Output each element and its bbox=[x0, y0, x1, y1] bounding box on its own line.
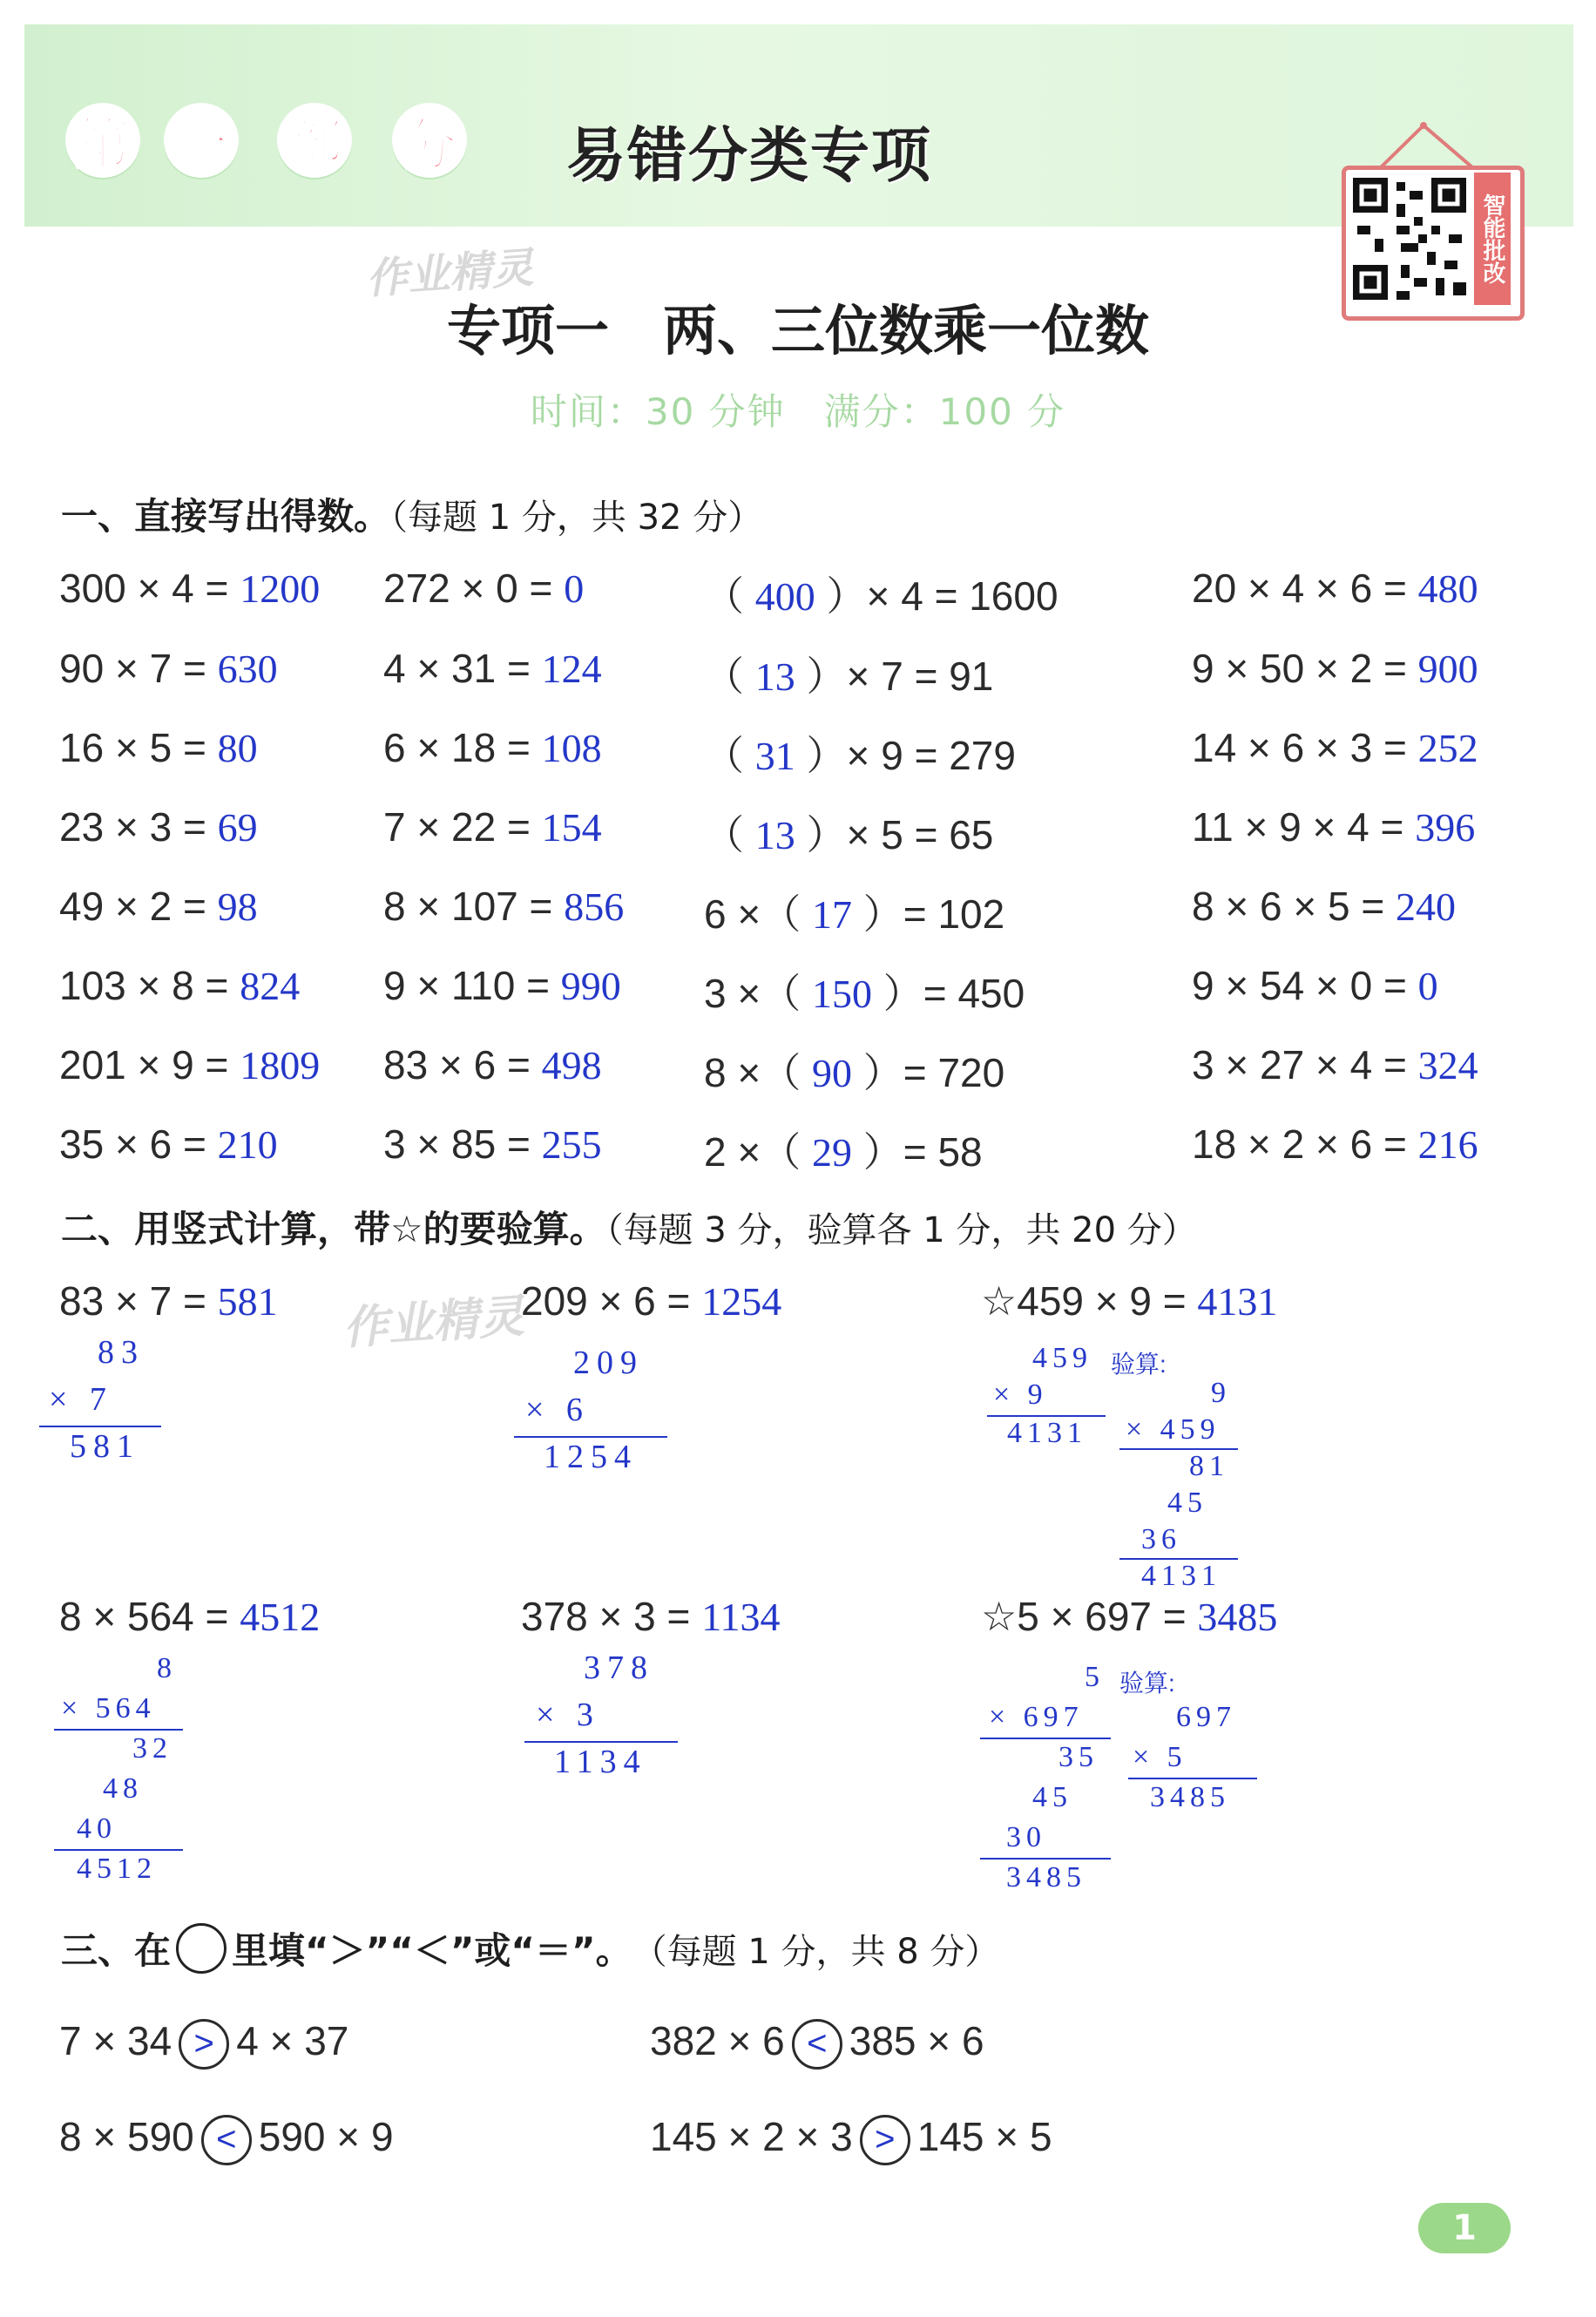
answer: 216 bbox=[1417, 1122, 1478, 1167]
compare-item: 8 × 590 < 590 × 9 bbox=[59, 2113, 394, 2165]
s1-item: 20 × 4 × 6 = 480 bbox=[1192, 566, 1478, 611]
s1-item: 16 × 5 = 80 bbox=[59, 725, 258, 770]
answer: 69 bbox=[217, 805, 258, 850]
vert-line: × 7 bbox=[49, 1381, 113, 1418]
s2-problem: 378 × 3 = 1134 bbox=[521, 1594, 781, 1639]
answer: 900 bbox=[1417, 647, 1478, 691]
answer: 108 bbox=[541, 726, 602, 770]
answer: 1134 bbox=[701, 1595, 781, 1639]
vert-line: 3485 bbox=[1006, 1861, 1086, 1894]
check-line: 81 bbox=[1189, 1450, 1229, 1482]
answer: 4512 bbox=[240, 1595, 321, 1639]
s1-item: 272 × 0 = 0 bbox=[383, 566, 585, 611]
vert-rule bbox=[54, 1729, 183, 1731]
compare-item: 145 × 2 × 3 > 145 × 5 bbox=[650, 2113, 1052, 2165]
circle-placeholder-icon bbox=[176, 1923, 227, 1974]
s1-item: 2 ×（ 29 ）= 58 bbox=[704, 1129, 983, 1175]
answer: 498 bbox=[541, 1043, 602, 1087]
page-title: 专项一 两、三位数乘一位数 bbox=[446, 299, 1149, 362]
s2-problem: 8 × 564 = 4512 bbox=[59, 1594, 321, 1639]
check-label: 验算: bbox=[1111, 1351, 1167, 1378]
section1-heading bbox=[61, 488, 762, 540]
s1-item: 8 ×（ 90 ）= 720 bbox=[704, 1050, 1005, 1095]
s1-item: 201 × 9 = 1809 bbox=[59, 1042, 321, 1087]
vert-line: × 697 bbox=[989, 1701, 1084, 1733]
answer: 400 bbox=[754, 574, 815, 619]
hanger-icon bbox=[1376, 122, 1481, 170]
part-char-2: 一 bbox=[164, 103, 239, 178]
compare-item: 382 × 6 < 385 × 6 bbox=[650, 2017, 984, 2070]
answer: 990 bbox=[560, 964, 621, 1008]
section1-note: （每题 1 分，共 32 分） bbox=[390, 498, 763, 538]
series-title: 易错分类专项 bbox=[566, 122, 933, 191]
vert-line: × 6 bbox=[525, 1392, 590, 1428]
answer: 98 bbox=[217, 884, 258, 929]
section2-note: （每题 3 分，验算各 1 分，共 20 分） bbox=[605, 1210, 1197, 1250]
section3-heading bbox=[61, 1922, 999, 1975]
answer: 1809 bbox=[240, 1043, 321, 1087]
check-line: 36 bbox=[1141, 1523, 1181, 1555]
vert-rule bbox=[54, 1849, 183, 1851]
answer: 17 bbox=[812, 892, 853, 937]
vert-line: 83 bbox=[98, 1334, 145, 1371]
vert-line: 8 bbox=[157, 1652, 177, 1684]
compare-circle[interactable]: > bbox=[179, 2019, 229, 2070]
s1-item: （ 400 ）× 4 = 1600 bbox=[704, 573, 1058, 619]
compare-circle[interactable]: < bbox=[201, 2115, 252, 2165]
s1-item: 9 × 110 = 990 bbox=[383, 963, 621, 1008]
s1-item: 83 × 6 = 498 bbox=[383, 1042, 602, 1087]
vert-line: 4131 bbox=[1007, 1417, 1087, 1449]
vert-line: 1134 bbox=[554, 1744, 647, 1780]
answer: 396 bbox=[1415, 805, 1476, 850]
vert-line: 32 bbox=[132, 1732, 172, 1765]
section3-note: （每题 1 分，共 8 分） bbox=[632, 1931, 1000, 1972]
vert-line: 45 bbox=[1032, 1781, 1072, 1813]
check-line: 4131 bbox=[1141, 1560, 1221, 1592]
vert-rule bbox=[980, 1738, 1111, 1739]
section1-title: 一、直接写出得数。 bbox=[61, 495, 391, 538]
answer: 150 bbox=[812, 972, 873, 1016]
answer: 13 bbox=[754, 654, 795, 699]
watermark: 作业精灵 bbox=[341, 1290, 526, 1356]
check-label: 验算: bbox=[1119, 1670, 1175, 1697]
s1-item: 300 × 4 = 1200 bbox=[59, 566, 321, 611]
vert-line: 378 bbox=[584, 1650, 654, 1686]
answer: 252 bbox=[1417, 726, 1478, 770]
s1-item: （ 31 ）× 9 = 279 bbox=[704, 733, 1016, 778]
section3-title-b: 里填“＞”“＜”或“＝”。 bbox=[232, 1929, 632, 1972]
section3-title-a: 三、在 bbox=[61, 1929, 172, 1972]
answer: 13 bbox=[754, 813, 795, 857]
answer: 1254 bbox=[701, 1279, 782, 1324]
s1-item: 9 × 50 × 2 = 900 bbox=[1192, 646, 1478, 691]
answer: 856 bbox=[564, 884, 625, 929]
answer: 90 bbox=[812, 1051, 853, 1095]
compare-circle[interactable]: < bbox=[792, 2019, 842, 2070]
s1-item: 103 × 8 = 824 bbox=[59, 963, 301, 1008]
vert-line: 40 bbox=[77, 1812, 117, 1845]
s1-item: 9 × 54 × 0 = 0 bbox=[1192, 963, 1438, 1008]
compare-circle[interactable]: > bbox=[860, 2115, 910, 2165]
check-line: 45 bbox=[1167, 1487, 1207, 1519]
s1-item: 8 × 107 = 856 bbox=[383, 884, 625, 929]
check-line: 9 bbox=[1211, 1377, 1231, 1409]
vert-line: 1254 bbox=[544, 1439, 638, 1475]
part-char-3: 部 bbox=[277, 103, 352, 178]
s1-item: 3 × 27 × 4 = 324 bbox=[1192, 1042, 1478, 1087]
s1-item: 23 × 3 = 69 bbox=[59, 804, 258, 850]
answer: 80 bbox=[217, 726, 258, 770]
watermark: 作业精灵 bbox=[364, 243, 536, 304]
answer: 824 bbox=[240, 964, 301, 1008]
vert-line: 459 bbox=[1032, 1342, 1092, 1374]
check-line: × 459 bbox=[1126, 1413, 1221, 1446]
vert-rule bbox=[980, 1858, 1111, 1860]
answer: 4131 bbox=[1197, 1279, 1278, 1324]
vert-line: × 9 bbox=[993, 1379, 1048, 1411]
s1-item: 7 × 22 = 154 bbox=[383, 804, 602, 850]
compare-item: 7 × 34 > 4 × 37 bbox=[59, 2017, 348, 2070]
time-info: 时间：30 分钟 满分：100 分 bbox=[530, 390, 1066, 433]
s1-item: （ 13 ）× 7 = 91 bbox=[704, 654, 994, 699]
answer: 630 bbox=[217, 647, 278, 691]
answer: 210 bbox=[217, 1122, 278, 1167]
answer: 154 bbox=[541, 805, 602, 850]
qr-tag[interactable]: 智能批改 bbox=[1474, 173, 1511, 305]
answer: 0 bbox=[1417, 964, 1438, 1008]
section2-heading bbox=[61, 1201, 1197, 1253]
vert-line: 30 bbox=[1006, 1821, 1046, 1853]
section2-title: 二、用竖式计算，带☆的要验算。 bbox=[61, 1208, 606, 1250]
vert-rule bbox=[1128, 1778, 1257, 1779]
s1-item: 3 ×（ 150 ）= 450 bbox=[704, 971, 1025, 1016]
answer: 31 bbox=[754, 734, 795, 778]
answer: 3485 bbox=[1197, 1595, 1278, 1639]
s1-item: 14 × 6 × 3 = 252 bbox=[1192, 725, 1478, 770]
s1-item: 18 × 2 × 6 = 216 bbox=[1192, 1121, 1478, 1167]
s1-item: （ 13 ）× 5 = 65 bbox=[704, 812, 994, 857]
vert-line: × 564 bbox=[61, 1692, 156, 1724]
s1-item: 49 × 2 = 98 bbox=[59, 884, 258, 929]
answer: 255 bbox=[541, 1122, 602, 1167]
s1-item: 3 × 85 = 255 bbox=[383, 1121, 602, 1167]
s2-problem: ☆5 × 697 = 3485 bbox=[981, 1594, 1278, 1639]
vert-line: 4512 bbox=[77, 1853, 157, 1885]
answer: 480 bbox=[1417, 566, 1478, 611]
answer: 240 bbox=[1396, 884, 1457, 929]
part-char-1: 第 bbox=[65, 103, 140, 178]
s1-item: 11 × 9 × 4 = 396 bbox=[1192, 804, 1476, 850]
page-number: 1 bbox=[1418, 2203, 1511, 2253]
answer: 1200 bbox=[240, 566, 321, 611]
vert-line: 581 bbox=[70, 1428, 140, 1465]
check-line: 697 bbox=[1176, 1701, 1236, 1733]
answer: 29 bbox=[812, 1130, 853, 1175]
s2-problem: ☆459 × 9 = 4131 bbox=[981, 1278, 1278, 1324]
s1-item: 90 × 7 = 630 bbox=[59, 646, 278, 691]
s1-item: 35 × 6 = 210 bbox=[59, 1121, 278, 1167]
vert-line: 209 bbox=[573, 1345, 644, 1381]
qr-code-icon[interactable] bbox=[1349, 173, 1471, 305]
s2-problem: 209 × 6 = 1254 bbox=[521, 1278, 782, 1324]
answer: 324 bbox=[1417, 1043, 1478, 1087]
s1-item: 6 × 18 = 108 bbox=[383, 725, 602, 770]
vert-line: × 3 bbox=[536, 1697, 600, 1733]
s2-problem: 83 × 7 = 581 bbox=[59, 1278, 278, 1324]
s1-item: 8 × 6 × 5 = 240 bbox=[1192, 884, 1457, 929]
check-line: 3485 bbox=[1150, 1781, 1230, 1813]
s1-item: 4 × 31 = 124 bbox=[383, 646, 602, 691]
s1-item: 6 ×（ 17 ）= 102 bbox=[704, 891, 1005, 937]
answer: 124 bbox=[541, 647, 602, 691]
part-char-4: 分 bbox=[392, 103, 467, 178]
vert-line: 35 bbox=[1058, 1741, 1099, 1773]
vert-line: 48 bbox=[103, 1772, 143, 1805]
vert-line: 5 bbox=[1085, 1661, 1105, 1693]
check-line: × 5 bbox=[1133, 1741, 1187, 1773]
answer: 581 bbox=[217, 1279, 278, 1324]
answer: 0 bbox=[564, 566, 585, 611]
